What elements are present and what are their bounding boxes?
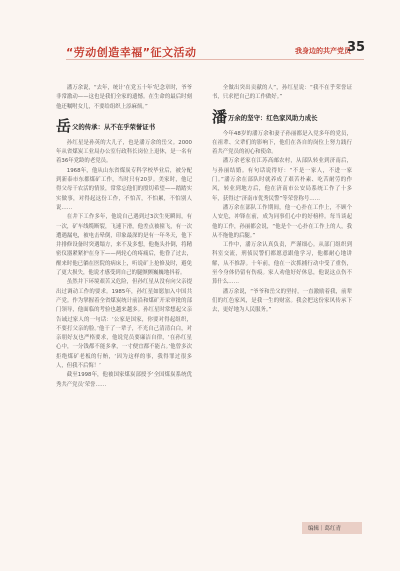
section-initial-2: 潘 <box>212 107 228 126</box>
section-initial-1: 岳 <box>56 116 72 135</box>
body-paragraph: 在井下工作多年，他说自己遇到过3次生死瞬间，有一次，矿车线缆断裂，飞速下滑，他差点被撞飞，有一次遭遇漏电，被电击晕倒，印象最深的是有一年冬天，他下井排修设备时突遇塌方，来不及多想，他拖头扑倒，将精密仪器紧紧护在身下——两轮心的疼痛后，他昏了过去，醒来时他已躺在医院的病床上，听说矿上抢修及时，避免了更大损失，他说才感受到自己的腿颤颤巍巍地抖着。 <box>56 214 192 277</box>
page-number: 35 <box>347 40 366 55</box>
section-heading-2-text: 万余的坚守：红色家风助力成长 <box>228 113 318 122</box>
body-paragraph: 孙红星是孙英的大儿子，也是潘万余的岳父。2000年从省煤炭工业局办公室行政科长岗位上退休，是一名有着36年党龄的老党员。 <box>56 139 192 165</box>
section-heading-2 <box>212 107 352 126</box>
body-paragraph: 潘万余老家在江苏高邮农村，从部队转业到济南后，与孙丽结婚。有句话说得好：“不是一家人，不进一家门。”潘万余在部队时就养成了艰苦朴素、吃苦耐劳的作风，转业到地方后，他在济南市公安局系统工作了十多年，获得过“济南市优秀民警”等荣誉称号…… <box>212 158 352 202</box>
body-paragraph: 今年48岁的潘万余和妻子孙丽都是入党多年的党员，在祖辈、父辈们的影响下，他们在各自的岗位上努力践行着共产党员的初心和使命。 <box>212 130 352 156</box>
header-title: “劳动创造幸福”征文活动 <box>66 46 197 59</box>
editor-credit: 编辑｜葛红青 <box>308 526 342 532</box>
body-paragraph: 虽然井下环境艰苦又危险，但孙红星从没有向父亲提出过调动工作的要求。1985年，孙红星如愿加入中国共产党。作为掌握着全省煤炭统计前沿和煤矿开采审批的部门领导，他面临的考验也越来越多。孙红星时常想起父亲告诫过家人的一句话：‘公家是国家，你要对得起组织，不要打父亲的脸。’他干了一辈子，不光自己清清白白，对亲朋好友也严格要求，他说党员要廉洁自律，‘在孙红星心中，一分钱都不能多拿，一寸便宜都不能占。’他曾多次拒绝煤矿老板的行贿，‘因为这样的事，我得罪过很多人，但我不后悔！’ <box>56 279 192 370</box>
section-heading-1-text: 父的传承：从不在乎荣誉证书 <box>72 122 156 131</box>
intro-paragraph: 全做出突出贡献的人”，孙红星说：“我不在乎荣誉证书，只求把自己的工作做好。” <box>212 85 352 101</box>
left-column <box>56 84 192 390</box>
body-paragraph: 潘万余在部队工作期间，他一心扑在工作上，不顾个人安危，冲锋在前，成为同事们心中的好榜样。每当谈起他的工作，孙丽都会说，“他是个一心扑在工作上的人，我从不拖他的后腿。” <box>212 204 352 239</box>
editor-credit-box <box>302 522 362 534</box>
body-paragraph: 潘万余说，“爷爷和岳父的坚持，一直激励着我，前辈们的红色家风，是我一生的财富。我会把这份家风传承下去，更好地为人民服务。” <box>212 288 352 314</box>
right-column <box>212 84 352 316</box>
header-divider <box>66 59 364 60</box>
section-tag: 我身边的共产党员 <box>295 47 351 55</box>
section-heading-1 <box>56 116 192 135</box>
body-paragraph: 1968年，他从山东省煤炭专科学校毕业后，被分配到新泰市东都煤矿工作，当时只有20岁。美家时，他记得父母干农活的情景，常常忘他们的殷切希望——踏踏实实做事，对得起这份工作，不怕苦，不怕累，不怕别人说…… <box>56 167 192 211</box>
body-paragraph: 截至1998年，他被国家煤炭部授予‘全国煤炭系统优秀共产党员’荣誉…… <box>56 372 192 388</box>
body-paragraph: 工作中，潘万余认真负责，严谨细心。从部门组织到科室交流，刑侦民警们都愿意跟他学习，他都耐心地讲解，从不推辞。十年前，他在一次抓捕行动中受了重伤，至今身体仍留有伤痕。家人劝他好好休息，他说这点伤不算什么…… <box>212 242 352 286</box>
intro-paragraph: 潘万余说，“去年，统计‘在党五十年’纪念章时，爷爷非常激动——这也是我们全家的遗憾。在生命的最后时刻他还嘱咐女儿，不要给组织上添麻烦。” <box>56 85 192 110</box>
